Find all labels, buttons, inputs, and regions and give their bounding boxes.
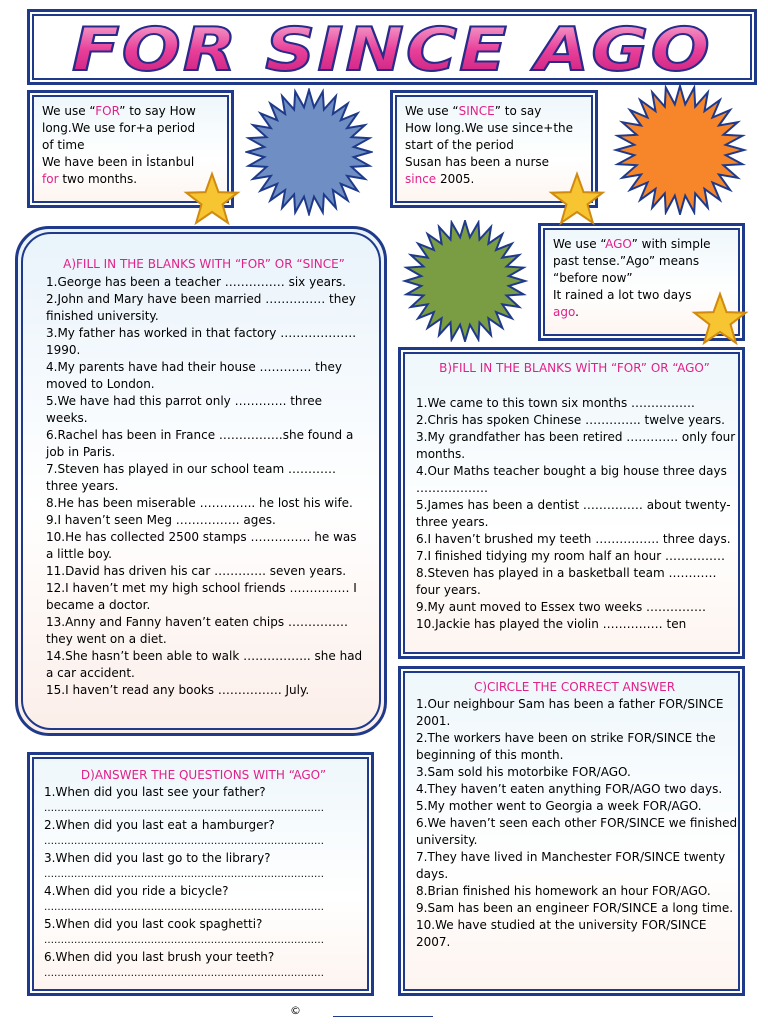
section-c-box <box>398 666 745 996</box>
title-graphic <box>30 12 754 82</box>
section-a-item: 13.Anny and Fanny haven’t eaten chips …………… they went on a diet. <box>46 615 348 646</box>
section-a-item: 8.He has been miserable ………….. he lost his wife. <box>46 496 353 510</box>
star-icon <box>688 290 752 348</box>
section-a-item: 14.She hasn’t been able to walk …………….. she had a car accident. <box>46 649 363 680</box>
question-item: 3.When did you last go to the library? <box>44 851 271 865</box>
section-c-item: 6.We haven’t seen each other FOR/SINCE we finished university. <box>416 816 738 847</box>
section-b-item: 7.I finished tidying my room half an hour …………… <box>416 549 725 563</box>
answer-line[interactable]: ………………………………………………………………………… <box>44 803 324 814</box>
section-c-item: 5.My mother went to Georgia a week FOR/AGO. <box>416 799 702 813</box>
answer-line[interactable]: ………………………………………………………………………… <box>44 935 324 946</box>
section-a-list <box>46 274 364 699</box>
section-a-item: 2.John and Mary have been married …………… they finished university. <box>46 292 356 323</box>
title-banner <box>27 9 757 85</box>
answer-line[interactable]: ………………………………………………………………………… <box>44 902 324 913</box>
section-a-item: 5.We have had this parrot only …………. three weeks. <box>46 394 322 425</box>
section-c-title: C)CIRCLE THE CORRECT ANSWER <box>473 680 676 694</box>
section-c-item: 3.Sam sold his motorbike FOR/AGO. <box>416 765 631 779</box>
section-a-item: 10.He has collected 2500 stamps …………… he was a little boy. <box>46 530 357 561</box>
section-a-item: 4.My parents have had their house …………. they moved to London. <box>46 360 342 391</box>
info-box-for: We use “FOR” to say How long.We use for+a period of time We have been in İstanbul for two months. <box>27 90 234 208</box>
section-b-box <box>398 347 745 659</box>
section-c-list <box>416 696 738 951</box>
section-a-item: 15.I haven’t read any books ……………. July. <box>46 683 310 697</box>
section-c-item: 4.They haven’t eaten anything FOR/AGO two days. <box>416 782 723 796</box>
section-b-item: 3.My grandfather has been retired …………. only four months. <box>416 430 736 461</box>
question-item: 1.When did you last see your father? <box>44 785 266 799</box>
star-icon <box>545 170 609 228</box>
section-b-title: B)FILL IN THE BLANKS WİTH “FOR” OR “AGO” <box>439 361 710 375</box>
section-a-item: 1.George has been a teacher …………… six years. <box>46 275 346 289</box>
section-b-item: 9.My aunt moved to Essex two weeks …………… <box>416 600 707 614</box>
section-c-item: 2.The workers have been on strike FOR/SINCE the beginning of this month. <box>416 731 716 762</box>
answer-line[interactable]: ………………………………………………………………………… <box>44 836 324 847</box>
section-b-item: 10.Jackie has played the violin …………… ten <box>416 617 687 631</box>
page-title: FOR SINCE AGO <box>72 15 712 82</box>
question-item: 6.When did you last brush your teeth? <box>44 950 275 964</box>
info-box-ago: We use “AGO” with simple past tense.”Ago” means “before now” It rained a lot two days ago. <box>538 223 745 341</box>
section-b-item: 8.Steven has played in a basketball team ………… four years. <box>416 566 717 597</box>
section-b-item: 6.I haven’t brushed my teeth ……………. three days. <box>416 532 731 546</box>
section-c-item: 10.We have studied at the university FOR/SINCE 2007. <box>416 918 707 949</box>
green-burst-decoration <box>400 220 530 342</box>
section-a-box <box>15 226 387 736</box>
section-b-list <box>416 395 736 633</box>
question-item: 5.When did you last cook spaghetti? <box>44 917 263 931</box>
section-c-item: 8.Brian finished his homework an hour FOR/AGO. <box>416 884 711 898</box>
copyright-symbol: © <box>290 1004 301 1017</box>
section-c-item: 1.Our neighbour Sam has been a father FOR/SINCE 2001. <box>416 697 724 728</box>
section-a-item: 3.My father has worked in that factory ………………. 1990. <box>46 326 357 357</box>
section-b-item: 1.We came to this town six months ……………. <box>416 396 695 410</box>
section-d-box <box>27 752 374 996</box>
info-box-since: We use “SINCE” to say How long.We use since+the start of the period Susan has been a nurse since 2005. <box>390 90 598 208</box>
section-a-title: A)FILL IN THE BLANKS WITH “FOR” OR “SINCE” <box>63 257 345 271</box>
section-d-title: D)ANSWER THE QUESTIONS WITH “AGO” <box>80 768 327 782</box>
footer-link-underline <box>333 1016 433 1017</box>
section-a-item: 9.I haven’t seen Meg ……………. ages. <box>46 513 276 527</box>
section-c-item: 7.They have lived in Manchester FOR/SINCE twenty days. <box>416 850 726 881</box>
orange-burst-decoration <box>612 85 748 215</box>
section-c-item: 9.Sam has been an engineer FOR/SINCE a long time. <box>416 901 734 915</box>
section-d-list <box>44 784 364 982</box>
section-b-item: 2.Chris has spoken Chinese ………….. twelve years. <box>416 413 725 427</box>
blue-burst-decoration <box>245 88 373 216</box>
section-a-item: 12.I haven’t met my high school friends …………… I became a doctor. <box>46 581 357 612</box>
section-b-item: 4.Our Maths teacher bought a big house three days ……………… <box>416 464 727 495</box>
section-a-item: 7.Steven has played in our school team ………… three years. <box>46 462 336 493</box>
question-item: 4.When did you ride a bicycle? <box>44 884 229 898</box>
section-a-item: 11.David has driven his car …………. seven years. <box>46 564 347 578</box>
question-item: 2.When did you last eat a hamburger? <box>44 818 275 832</box>
answer-line[interactable]: ………………………………………………………………………… <box>44 968 324 979</box>
section-b-item: 5.James has been a dentist …………… about twenty-three years. <box>416 498 731 529</box>
section-a-item: 6.Rachel has been in France …………….she found a job in Paris. <box>46 428 354 459</box>
answer-line[interactable]: ………………………………………………………………………… <box>44 869 324 880</box>
star-icon <box>180 170 244 228</box>
